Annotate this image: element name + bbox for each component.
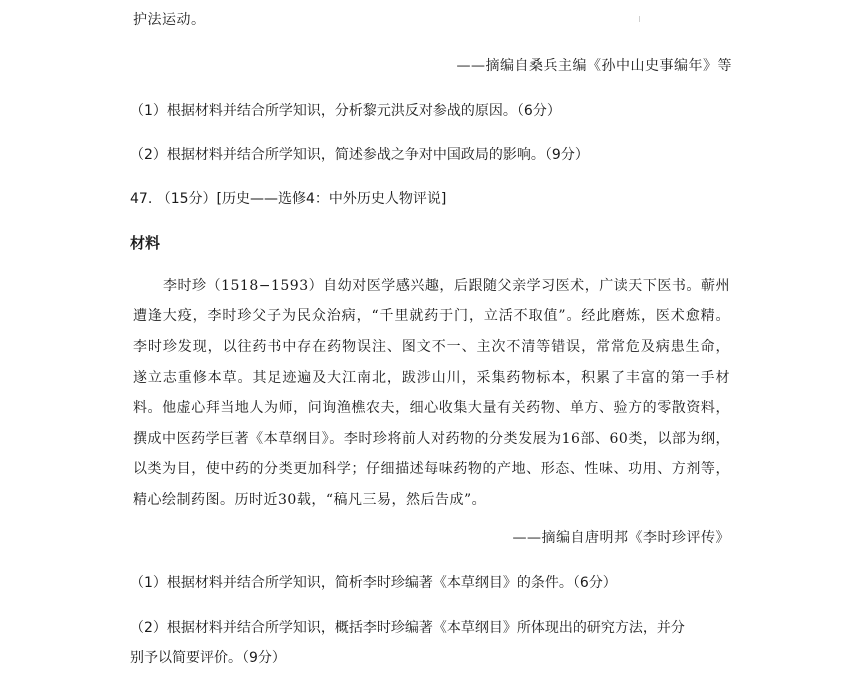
top-line-text: 护法运动。: [133, 12, 206, 28]
source-citation-2: ——摘编自唐明邦《李时珍评传》: [512, 530, 730, 546]
passage-line: 遭逢大疫，李时珍父子为民众治病，“千里就药于门，立活不取值”。经此磨炼，医术愈精。: [133, 308, 730, 324]
passage-line: 料。他虚心拜当地人为师，问询渔樵农夫，细心收集大量有关药物、单方、验方的零散资料，: [133, 400, 730, 416]
scan-mark: [639, 16, 640, 22]
passage-line: 李时珍（1518−1593）自幼对医学感兴趣，后跟随父亲学习医术，广读天下医书。蕲州: [163, 278, 730, 294]
passage-line: 以类为目，使中药的分类更加科学；仔细描述每味药物的产地、形态、性味、功用、方剂等，: [133, 461, 730, 477]
material-label: 材料: [130, 234, 161, 252]
question-47-part-2-line-1: （2）根据材料并结合所学知识，概括李时珍编著《本草纲目》所体现出的研究方法，并分: [130, 620, 685, 636]
question-46-part-2: （2）根据材料并结合所学知识，简述参战之争对中国政局的影响。（9分）: [130, 147, 589, 163]
question-46-part-1: （1）根据材料并结合所学知识，分析黎元洪反对参战的原因。（6分）: [130, 103, 561, 119]
passage-line: 撰成中医药学巨著《本草纲目》。李时珍将前人对药物的分类发展为16部、60类，以部为纲，: [133, 431, 730, 447]
question-47-header: 47. （15分）[历史——选修4：中外历史人物评说]: [130, 191, 447, 207]
question-47-part-1: （1）根据材料并结合所学知识，简析李时珍编著《本草纲目》的条件。（6分）: [130, 575, 617, 591]
question-47-part-2-line-2: 别予以简要评价。（9分）: [130, 650, 286, 666]
passage-line: 遂立志重修本草。其足迹遍及大江南北，跋涉山川，采集药物标本，积累了丰富的第一手材: [133, 370, 730, 386]
passage-line: 李时珍发现，以往药书中存在药物误注、图文不一、主次不清等错误，常常危及病患生命，: [133, 339, 730, 355]
source-citation-1: ——摘编自桑兵主编《孙中山史事编年》等: [456, 58, 732, 74]
passage-line: 精心绘制药图。历时近30载，“稿凡三易，然后告成”。: [133, 492, 487, 508]
